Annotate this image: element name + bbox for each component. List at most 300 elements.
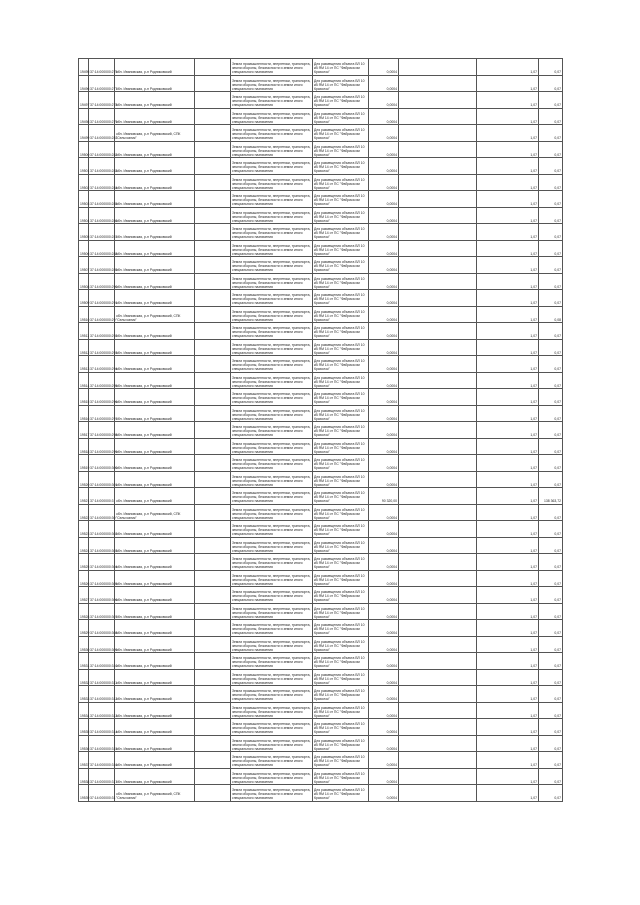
tax-value: 0,07 — [539, 719, 563, 736]
land-category: Земли промышленности, энергетики, транспорта, земли обороны, безопасности и земли иного специального назначения — [231, 752, 313, 769]
rate-value: 1,07 — [477, 141, 539, 158]
table-row — [79, 141, 563, 158]
row-number: 19516 — [79, 405, 89, 422]
permitted-use: Для размещения объекта ВЛ 10 кВ ЯМ 14 от ПС "Фабрика им Крахолок" — [313, 488, 369, 505]
empty-cell — [399, 257, 477, 274]
address: обл. Ивановская, р-н Родниковский — [115, 620, 195, 637]
tax-value: 0,07 — [539, 554, 563, 571]
empty-cell — [399, 669, 477, 686]
empty-cell — [195, 389, 231, 406]
tax-value: 0,07 — [539, 339, 563, 356]
row-number: 19500 — [79, 141, 89, 158]
cadastral-number: 37:14:000000:297 — [89, 405, 115, 422]
table-row — [79, 455, 563, 472]
cadastral-number: 37:14:000000:283 — [89, 158, 115, 175]
empty-cell — [399, 356, 477, 373]
permitted-use: Для размещения объекта ВЛ 10 кВ ЯМ 14 от ПС "Фабрика им Крахолок" — [313, 587, 369, 604]
tax-value: 0,07 — [539, 785, 563, 802]
empty-cell — [399, 191, 477, 208]
row-number: 19526 — [79, 570, 89, 587]
empty-cell — [399, 306, 477, 323]
empty-cell — [195, 537, 231, 554]
empty-cell — [195, 290, 231, 307]
tax-value: 0,07 — [539, 108, 563, 125]
empty-cell — [399, 207, 477, 224]
table-row — [79, 537, 563, 554]
empty-cell — [399, 570, 477, 587]
rate-value: 1,07 — [477, 125, 539, 142]
empty-cell — [195, 356, 231, 373]
cadastral-number: 37:14:000000:279 — [89, 108, 115, 125]
rate-value: 1,07 — [477, 471, 539, 488]
row-number: 19522 — [79, 504, 89, 521]
address: обл. Ивановская, р-н Родниковский — [115, 422, 195, 439]
tax-value: 0,07 — [539, 702, 563, 719]
rate-value: 1,07 — [477, 405, 539, 422]
area-value: 0,0004 — [369, 290, 399, 307]
empty-cell — [195, 405, 231, 422]
table-row — [79, 554, 563, 571]
cadastral-number: 37:14:000000:310 — [89, 653, 115, 670]
land-category: Земли промышленности, энергетики, транспорта, земли обороны, безопасности и земли иного специального назначения — [231, 75, 313, 92]
rate-value: 1,07 — [477, 669, 539, 686]
area-value: 0,0004 — [369, 471, 399, 488]
rate-value: 1,07 — [477, 174, 539, 191]
empty-cell — [399, 141, 477, 158]
address: обл. Ивановская, р-н Родниковский — [115, 537, 195, 554]
permitted-use: Для размещения объекта ВЛ 10 кВ ЯМ 14 от ПС "Фабрика им Крахолок" — [313, 306, 369, 323]
row-number: 19510 — [79, 306, 89, 323]
empty-cell — [195, 603, 231, 620]
tax-value: 0,07 — [539, 141, 563, 158]
row-number: 19537 — [79, 752, 89, 769]
land-category: Земли промышленности, энергетики, транспорта, земли обороны, безопасности и земли иного специального назначения — [231, 438, 313, 455]
permitted-use: Для размещения объекта ВЛ 10 кВ ЯМ 14 от ПС "Фабрика им Крахолок" — [313, 92, 369, 109]
tax-value: 0,07 — [539, 636, 563, 653]
empty-cell — [195, 669, 231, 686]
tax-value: 0,07 — [539, 422, 563, 439]
cadastral-number: 37:14:000000:312 — [89, 686, 115, 703]
land-category: Земли промышленности, энергетики, транспорта, земли обороны, безопасности и земли иного специального назначения — [231, 620, 313, 637]
empty-cell — [399, 537, 477, 554]
tax-value: 0,07 — [539, 455, 563, 472]
table-row — [79, 702, 563, 719]
area-value: 0,0004 — [369, 455, 399, 472]
row-number: 19529 — [79, 620, 89, 637]
table-row — [79, 735, 563, 752]
area-value: 0,0004 — [369, 306, 399, 323]
land-category: Земли промышленности, энергетики, транспорта, земли обороны, безопасности и земли иного специального назначения — [231, 735, 313, 752]
row-number: 19508 — [79, 273, 89, 290]
table-row — [79, 158, 563, 175]
cadastral-number: 37:14:000000:304 — [89, 554, 115, 571]
permitted-use: Для размещения объекта ВЛ 10 кВ ЯМ 14 от ПС "Фабрика им Крахолок" — [313, 719, 369, 736]
table-row — [79, 59, 563, 76]
address: обл. Ивановская, р-н Родниковский — [115, 735, 195, 752]
address: обл. Ивановская, р-н Родниковский — [115, 290, 195, 307]
land-category: Земли промышленности, энергетики, транспорта, земли обороны, безопасности и земли иного специального назначения — [231, 521, 313, 538]
empty-cell — [399, 59, 477, 76]
table-row — [79, 323, 563, 340]
area-value: 0,0004 — [369, 108, 399, 125]
rate-value: 1,07 — [477, 702, 539, 719]
table-row — [79, 752, 563, 769]
cadastral-number: 37:14:000000:278 — [89, 92, 115, 109]
area-value: 0,0004 — [369, 339, 399, 356]
tax-value: 0,07 — [539, 356, 563, 373]
land-category: Земли промышленности, энергетики, транспорта, земли обороны, безопасности и земли иного специального назначения — [231, 768, 313, 785]
address: обл. Ивановская, р-н Родниковский — [115, 768, 195, 785]
tax-value: 0,07 — [539, 323, 563, 340]
table-row — [79, 570, 563, 587]
rate-value: 1,07 — [477, 537, 539, 554]
permitted-use: Для размещения объекта ВЛ 10 кВ ЯМ 14 от ПС "Фабрика им Крахолок" — [313, 603, 369, 620]
land-category: Земли промышленности, энергетики, транспорта, земли обороны, безопасности и земли иного специального назначения — [231, 174, 313, 191]
area-value: 0,0004 — [369, 504, 399, 521]
table-row — [79, 405, 563, 422]
tax-value: 0,07 — [539, 257, 563, 274]
cadastral-number: 37:14:000000:282 — [89, 141, 115, 158]
area-value: 0,0004 — [369, 158, 399, 175]
cadastral-number: 37:14:000000:308 — [89, 620, 115, 637]
tax-value: 0,07 — [539, 686, 563, 703]
address: обл. Ивановская, р-н Родниковский — [115, 455, 195, 472]
tax-value: 0,07 — [539, 438, 563, 455]
permitted-use: Для размещения объекта ВЛ 10 кВ ЯМ 14 от ПС "Фабрика им Крахолок" — [313, 422, 369, 439]
permitted-use: Для размещения объекта ВЛ 10 кВ ЯМ 14 от ПС "Фабрика им Крахолок" — [313, 257, 369, 274]
table-row — [79, 339, 563, 356]
table-row — [79, 290, 563, 307]
row-number: 19506 — [79, 240, 89, 257]
empty-cell — [399, 521, 477, 538]
tax-value: 0,07 — [539, 75, 563, 92]
table-row — [79, 587, 563, 604]
permitted-use: Для размещения объекта ВЛ 10 кВ ЯМ 14 от ПС "Фабрика им Крахолок" — [313, 785, 369, 802]
table-row — [79, 389, 563, 406]
permitted-use: Для размещения объекта ВЛ 10 кВ ЯМ 14 от ПС "Фабрика им Крахолок" — [313, 537, 369, 554]
empty-cell — [195, 587, 231, 604]
empty-cell — [195, 455, 231, 472]
empty-cell — [195, 273, 231, 290]
rate-value: 1,07 — [477, 339, 539, 356]
area-value: 0,0004 — [369, 686, 399, 703]
cadastral-number: 37:14:000000:295 — [89, 372, 115, 389]
empty-cell — [195, 488, 231, 505]
rate-value: 1,07 — [477, 356, 539, 373]
tax-value: 0,07 — [539, 158, 563, 175]
tax-value: 0,07 — [539, 620, 563, 637]
empty-cell — [195, 686, 231, 703]
land-category: Земли промышленности, энергетики, транспорта, земли обороны, безопасности и земли иного специального назначения — [231, 59, 313, 76]
land-category: Земли промышленности, энергетики, транспорта, земли обороны, безопасности и земли иного специального назначения — [231, 92, 313, 109]
cadastral-number: 37:14:000000:29 — [89, 306, 115, 323]
area-value: 0,0004 — [369, 636, 399, 653]
permitted-use: Для размещения объекта ВЛ 10 кВ ЯМ 14 от ПС "Фабрика им Крахолок" — [313, 521, 369, 538]
address: обл. Ивановская, р-н Родниковский — [115, 438, 195, 455]
row-number: 19512 — [79, 339, 89, 356]
area-value: 0,0004 — [369, 75, 399, 92]
land-plots-table — [78, 58, 563, 802]
empty-cell — [399, 702, 477, 719]
permitted-use: Для размещения объекта ВЛ 10 кВ ЯМ 14 от ПС "Фабрика им Крахолок" — [313, 290, 369, 307]
row-number: 19519 — [79, 455, 89, 472]
empty-cell — [195, 620, 231, 637]
tax-value: 138 363,72 — [539, 488, 563, 505]
address: обл. Ивановская, р-н Родниковский — [115, 207, 195, 224]
area-value: 0,0004 — [369, 372, 399, 389]
empty-cell — [195, 257, 231, 274]
table-row — [79, 620, 563, 637]
address: обл. Ивановская, р-н Родниковский — [115, 570, 195, 587]
empty-cell — [399, 240, 477, 257]
empty-cell — [399, 438, 477, 455]
address: обл. Ивановская, р-н Родниковский — [115, 92, 195, 109]
address: обл. Ивановская, р-н Родниковский, СПК "Сельхозник" — [115, 504, 195, 521]
table-row — [79, 422, 563, 439]
row-number: 19521 — [79, 488, 89, 505]
cadastral-number: 37:14:000000:30 — [89, 504, 115, 521]
address: обл. Ивановская, р-н Родниковский — [115, 405, 195, 422]
cadastral-number: 37:14:000000:300 — [89, 455, 115, 472]
row-number: 19533 — [79, 686, 89, 703]
permitted-use: Для размещения объекта ВЛ 10 кВ ЯМ 14 от ПС "Фабрика им Крахолок" — [313, 356, 369, 373]
land-category: Земли промышленности, энергетики, транспорта, земли обороны, безопасности и земли иного специального назначения — [231, 719, 313, 736]
rate-value: 1,07 — [477, 768, 539, 785]
tax-value: 0,07 — [539, 59, 563, 76]
cadastral-number: 37:14:000000:307 — [89, 603, 115, 620]
area-value: 0,0004 — [369, 141, 399, 158]
land-category: Земли промышленности, энергетики, транспорта, земли обороны, безопасности и земли иного специального назначения — [231, 603, 313, 620]
area-value: 0,0004 — [369, 554, 399, 571]
empty-cell — [195, 108, 231, 125]
empty-cell — [195, 339, 231, 356]
empty-cell — [399, 587, 477, 604]
permitted-use: Для размещения объекта ВЛ 10 кВ ЯМ 14 от ПС "Фабрика им Крахолок" — [313, 752, 369, 769]
area-value: 0,0004 — [369, 224, 399, 241]
rate-value: 1,07 — [477, 290, 539, 307]
row-number: 19535 — [79, 719, 89, 736]
land-category: Земли промышленности, энергетики, транспорта, земли обороны, безопасности и земли иного специального назначения — [231, 224, 313, 241]
row-number: 19523 — [79, 521, 89, 538]
permitted-use: Для размещения объекта ВЛ 10 кВ ЯМ 14 от ПС "Фабрика им Крахолок" — [313, 438, 369, 455]
permitted-use: Для размещения объекта ВЛ 10 кВ ЯМ 14 от ПС "Фабрика им Крахолок" — [313, 653, 369, 670]
row-number: 19504 — [79, 207, 89, 224]
tax-value: 0,07 — [539, 603, 563, 620]
row-number: 19503 — [79, 191, 89, 208]
area-value: 0,0004 — [369, 702, 399, 719]
rate-value: 1,07 — [477, 92, 539, 109]
address: обл. Ивановская, р-н Родниковский — [115, 653, 195, 670]
empty-cell — [195, 141, 231, 158]
row-number: 19502 — [79, 174, 89, 191]
land-category: Земли промышленности, энергетики, транспорта, земли обороны, безопасности и земли иного специального назначения — [231, 554, 313, 571]
permitted-use: Для размещения объекта ВЛ 10 кВ ЯМ 14 от ПС "Фабрика им Крахолок" — [313, 405, 369, 422]
address: обл. Ивановская, р-н Родниковский — [115, 191, 195, 208]
tax-value: 0,07 — [539, 521, 563, 538]
cadastral-number: 37:14:000000:315 — [89, 735, 115, 752]
area-value: 90 320,00 — [369, 488, 399, 505]
empty-cell — [399, 92, 477, 109]
permitted-use: Для размещения объекта ВЛ 10 кВ ЯМ 14 от ПС "Фабрика им Крахолок" — [313, 389, 369, 406]
permitted-use: Для размещения объекта ВЛ 10 кВ ЯМ 14 от ПС "Фабрика им Крахолок" — [313, 59, 369, 76]
rate-value: 1,07 — [477, 224, 539, 241]
tax-value: 0,07 — [539, 372, 563, 389]
table-body — [79, 59, 563, 802]
address: обл. Ивановская, р-н Родниковский — [115, 141, 195, 158]
empty-cell — [195, 471, 231, 488]
permitted-use: Для размещения объекта ВЛ 10 кВ ЯМ 14 от ПС "Фабрика им Крахолок" — [313, 108, 369, 125]
area-value: 0,0004 — [369, 768, 399, 785]
cadastral-number: 37:14:000000:309 — [89, 636, 115, 653]
cadastral-number: 37:14:000000:298 — [89, 422, 115, 439]
address: обл. Ивановская, р-н Родниковский — [115, 752, 195, 769]
permitted-use: Для размещения объекта ВЛ 10 кВ ЯМ 14 от ПС "Фабрика им Крахолок" — [313, 686, 369, 703]
cadastral-number: 37:14:000000:286 — [89, 207, 115, 224]
empty-cell — [399, 735, 477, 752]
address: обл. Ивановская, р-н Родниковский, СПК "Сельхозник" — [115, 785, 195, 802]
empty-cell — [399, 125, 477, 142]
address: обл. Ивановская, р-н Родниковский — [115, 174, 195, 191]
tax-value: 0,07 — [539, 224, 563, 241]
rate-value: 1,07 — [477, 521, 539, 538]
table-row — [79, 471, 563, 488]
cadastral-number: 37:14:000000:299 — [89, 438, 115, 455]
empty-cell — [399, 389, 477, 406]
area-value: 0,0004 — [369, 92, 399, 109]
area-value: 0,0004 — [369, 587, 399, 604]
cadastral-number: 37:14:000000:303 — [89, 537, 115, 554]
table-row — [79, 438, 563, 455]
cadastral-number: 37:14:000000:306 — [89, 587, 115, 604]
rate-value: 1,07 — [477, 603, 539, 620]
rate-value: 1,07 — [477, 75, 539, 92]
land-category: Земли промышленности, энергетики, транспорта, земли обороны, безопасности и земли иного специального назначения — [231, 323, 313, 340]
address: обл. Ивановская, р-н Родниковский — [115, 702, 195, 719]
area-value: 0,0004 — [369, 356, 399, 373]
empty-cell — [195, 174, 231, 191]
land-category: Земли промышленности, энергетики, транспорта, земли обороны, безопасности и земли иного специального назначения — [231, 240, 313, 257]
land-category: Земли промышленности, энергетики, транспорта, земли обороны, безопасности и земли иного специального назначения — [231, 389, 313, 406]
area-value: 0,0004 — [369, 570, 399, 587]
tax-value: 0,07 — [539, 471, 563, 488]
area-value: 0,0004 — [369, 125, 399, 142]
address: обл. Ивановская, р-н Родниковский — [115, 158, 195, 175]
empty-cell — [399, 636, 477, 653]
table-row — [79, 125, 563, 142]
cadastral-number: 37:14:000000:296 — [89, 389, 115, 406]
empty-cell — [195, 125, 231, 142]
land-category: Земли промышленности, энергетики, транспорта, земли обороны, безопасности и земли иного специального назначения — [231, 306, 313, 323]
address: обл. Ивановская, р-н Родниковский — [115, 587, 195, 604]
table-row — [79, 191, 563, 208]
cadastral-number: 37:14:000000:302 — [89, 521, 115, 538]
empty-cell — [195, 422, 231, 439]
tax-value: 0,07 — [539, 207, 563, 224]
address: обл. Ивановская, р-н Родниковский — [115, 372, 195, 389]
rate-value: 1,07 — [477, 158, 539, 175]
rate-value: 1,07 — [477, 306, 539, 323]
empty-cell — [399, 653, 477, 670]
table-row — [79, 488, 563, 505]
row-number: 19495 — [79, 59, 89, 76]
cadastral-number: 37:14:000000:314 — [89, 719, 115, 736]
empty-cell — [195, 372, 231, 389]
permitted-use: Для размещения объекта ВЛ 10 кВ ЯМ 14 от ПС "Фабрика им Крахолок" — [313, 471, 369, 488]
empty-cell — [399, 224, 477, 241]
row-number: 19532 — [79, 669, 89, 686]
row-number: 19538 — [79, 768, 89, 785]
row-number: 19525 — [79, 554, 89, 571]
land-category: Земли промышленности, энергетики, транспорта, земли обороны, безопасности и земли иного специального назначения — [231, 158, 313, 175]
empty-cell — [195, 438, 231, 455]
table-row — [79, 207, 563, 224]
land-category: Земли промышленности, энергетики, транспорта, земли обороны, безопасности и земли иного специального назначения — [231, 537, 313, 554]
table-row — [79, 273, 563, 290]
tax-value: 0,07 — [539, 653, 563, 670]
rate-value: 1,07 — [477, 422, 539, 439]
table-row — [79, 224, 563, 241]
tax-value: 0,07 — [539, 273, 563, 290]
address: обл. Ивановская, р-н Родниковский — [115, 488, 195, 505]
address: обл. Ивановская, р-н Родниковский — [115, 257, 195, 274]
rate-value: 1,07 — [477, 240, 539, 257]
land-category: Земли промышленности, энергетики, транспорта, земли обороны, безопасности и земли иного специального назначения — [231, 636, 313, 653]
permitted-use: Для размещения объекта ВЛ 10 кВ ЯМ 14 от ПС "Фабрика им Крахолок" — [313, 504, 369, 521]
rate-value: 1,07 — [477, 389, 539, 406]
rate-value: 1,07 — [477, 735, 539, 752]
area-value: 0,0004 — [369, 257, 399, 274]
tax-value: 0,07 — [539, 389, 563, 406]
land-category: Земли промышленности, энергетики, транспорта, земли обороны, безопасности и земли иного специального назначения — [231, 686, 313, 703]
cadastral-number: 37:14:000000:317 — [89, 768, 115, 785]
row-number: 19499 — [79, 125, 89, 142]
land-category: Земли промышленности, энергетики, транспорта, земли обороны, безопасности и земли иного специального назначения — [231, 669, 313, 686]
row-number: 19515 — [79, 389, 89, 406]
tax-value: 0,08 — [539, 306, 563, 323]
cadastral-number: 37:14:000000:281 — [89, 125, 115, 142]
cadastral-number: 37:14:000000:294 — [89, 356, 115, 373]
permitted-use: Для размещения объекта ВЛ 10 кВ ЯМ 14 от ПС "Фабрика им Крахолок" — [313, 455, 369, 472]
empty-cell — [195, 752, 231, 769]
row-number: 19528 — [79, 603, 89, 620]
empty-cell — [195, 719, 231, 736]
area-value: 0,0004 — [369, 389, 399, 406]
land-category: Земли промышленности, энергетики, транспорта, земли обороны, безопасности и земли иного специального назначения — [231, 587, 313, 604]
address: обл. Ивановская, р-н Родниковский — [115, 389, 195, 406]
row-number: 19498 — [79, 108, 89, 125]
tax-value: 0,07 — [539, 125, 563, 142]
rate-value: 1,07 — [477, 372, 539, 389]
area-value: 0,0004 — [369, 240, 399, 257]
permitted-use: Для размещения объекта ВЛ 10 кВ ЯМ 14 от ПС "Фабрика им Крахолок" — [313, 702, 369, 719]
land-category: Земли промышленности, энергетики, транспорта, земли обороны, безопасности и земли иного специального назначения — [231, 356, 313, 373]
permitted-use: Для размещения объекта ВЛ 10 кВ ЯМ 14 от ПС "Фабрика им Крахолок" — [313, 240, 369, 257]
address: обл. Ивановская, р-н Родниковский — [115, 636, 195, 653]
land-category: Земли промышленности, энергетики, транспорта, земли обороны, безопасности и земли иного специального назначения — [231, 141, 313, 158]
address: обл. Ивановская, р-н Родниковский, СПК "Сельхозник" — [115, 125, 195, 142]
empty-cell — [399, 455, 477, 472]
rate-value: 1,07 — [477, 686, 539, 703]
cadastral-number: 37:14:000000:284 — [89, 174, 115, 191]
land-category: Земли промышленности, энергетики, транспорта, земли обороны, безопасности и земли иного специального назначения — [231, 422, 313, 439]
rate-value: 1,07 — [477, 752, 539, 769]
table-row — [79, 636, 563, 653]
empty-cell — [399, 108, 477, 125]
empty-cell — [399, 471, 477, 488]
empty-cell — [195, 207, 231, 224]
permitted-use: Для размещения объекта ВЛ 10 кВ ЯМ 14 от ПС "Фабрика им Крахолок" — [313, 158, 369, 175]
table-row — [79, 603, 563, 620]
